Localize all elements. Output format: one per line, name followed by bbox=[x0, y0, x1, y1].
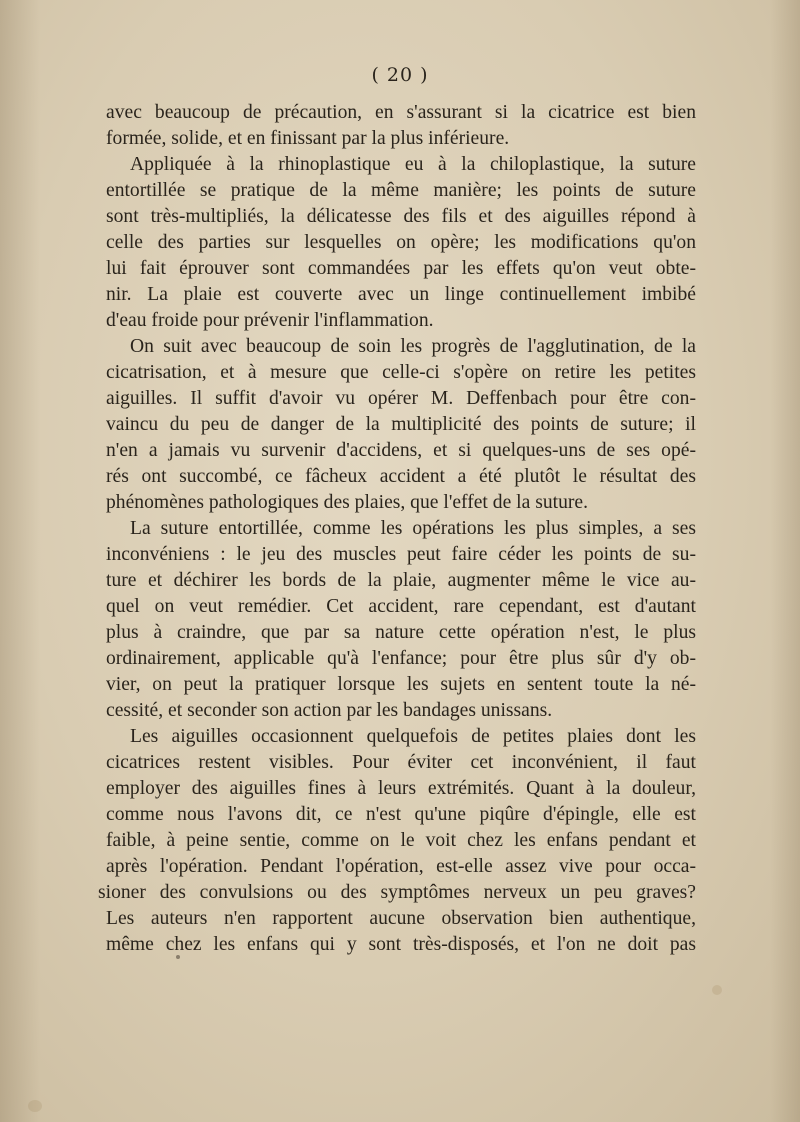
text-line: ordinairement, applicable qu'à l'enfance; pour être plus sûr d'y ob- bbox=[106, 648, 696, 669]
text-line: entortillée se pratique de la même manière; les points de suture bbox=[106, 180, 696, 201]
text-line: lui fait éprouver sont commandées par les effets qu'on veut obte- bbox=[106, 258, 696, 279]
text-line: plus à craindre, que par sa nature cette opération n'est, le plus bbox=[106, 622, 696, 643]
text-line: On suit avec beaucoup de soin les progrès de l'agglutination, de la bbox=[130, 336, 696, 357]
paper-spot bbox=[712, 985, 722, 995]
text-line: ture et déchirer les bords de la plaie, augmenter même le vice au- bbox=[106, 570, 696, 591]
text-line: d'eau froide pour prévenir l'inflammation. bbox=[106, 310, 434, 331]
text-line: inconvéniens : le jeu des muscles peut faire céder les points de su- bbox=[106, 544, 696, 565]
text-line: aiguilles. Il suffit d'avoir vu opérer M. Deffenbach pour être con- bbox=[106, 388, 696, 409]
text-line: formée, solide, et en finissant par la plus inférieure. bbox=[106, 128, 510, 149]
text-line: vier, on peut la pratiquer lorsque les sujets en sentent toute la né- bbox=[106, 674, 696, 695]
text-line: cessité, et seconder son action par les bandages unissans. bbox=[106, 700, 553, 721]
page-edge-shadow-right bbox=[770, 0, 800, 1122]
page-number: ( 20 ) bbox=[371, 64, 429, 86]
text-line: phénomènes pathologiques des plaies, que l'effet de la suture. bbox=[106, 492, 588, 513]
text-line: avec beaucoup de précaution, en s'assurant si la cicatrice est bien bbox=[106, 102, 696, 123]
text-line: nir. La plaie est couverte avec un linge continuellement imbibé bbox=[106, 284, 696, 305]
body-text bbox=[98, 100, 696, 958]
text-line: quel on veut remédier. Cet accident, rare cependant, est d'autant bbox=[106, 596, 696, 617]
paper-spot bbox=[28, 1100, 42, 1112]
text-line: celle des parties sur lesquelles on opère; les modifications qu'on bbox=[106, 232, 696, 253]
text-line: employer des aiguilles fines à leurs extrémités. Quant à la douleur, bbox=[106, 778, 696, 799]
text-line: vaincu du peu de danger de la multiplicité des points de suture; il bbox=[106, 414, 696, 435]
text-line: n'en a jamais vu survenir d'accidens, et si quelques-uns de ses opé- bbox=[106, 440, 696, 461]
text-line: sont très-multipliés, la délicatesse des fils et des aiguilles répond à bbox=[106, 206, 696, 227]
text-line: Appliquée à la rhinoplastique eu à la chiloplastique, la suture bbox=[130, 154, 696, 175]
text-line: même chez les enfans qui y sont très-disposés, et l'on ne doit pas bbox=[106, 934, 696, 955]
text-line: rés ont succombé, ce fâcheux accident a été plutôt le résultat des bbox=[106, 466, 696, 487]
text-line: Les aiguilles occasionnent quelquefois de petites plaies dont les bbox=[130, 726, 696, 747]
text-line: sioner des convulsions ou des symptômes nerveux un peu graves? bbox=[98, 882, 696, 903]
text-line: La suture entortillée, comme les opérations les plus simples, a ses bbox=[130, 518, 696, 539]
text-line: après l'opération. Pendant l'opération, est-elle assez vive pour occa- bbox=[106, 856, 696, 877]
text-line: cicatrisation, et à mesure que celle-ci s'opère on retire les petites bbox=[106, 362, 696, 383]
text-line: Les auteurs n'en rapportent aucune observation bien authentique, bbox=[106, 908, 696, 929]
text-line: cicatrices restent visibles. Pour éviter cet inconvénient, il faut bbox=[106, 752, 696, 773]
text-line: faible, à peine sentie, comme on le voit chez les enfans pendant et bbox=[106, 830, 696, 851]
text-line: comme nous l'avons dit, ce n'est qu'une piqûre d'épingle, elle est bbox=[106, 804, 696, 825]
page-edge-shadow-left bbox=[0, 0, 40, 1122]
